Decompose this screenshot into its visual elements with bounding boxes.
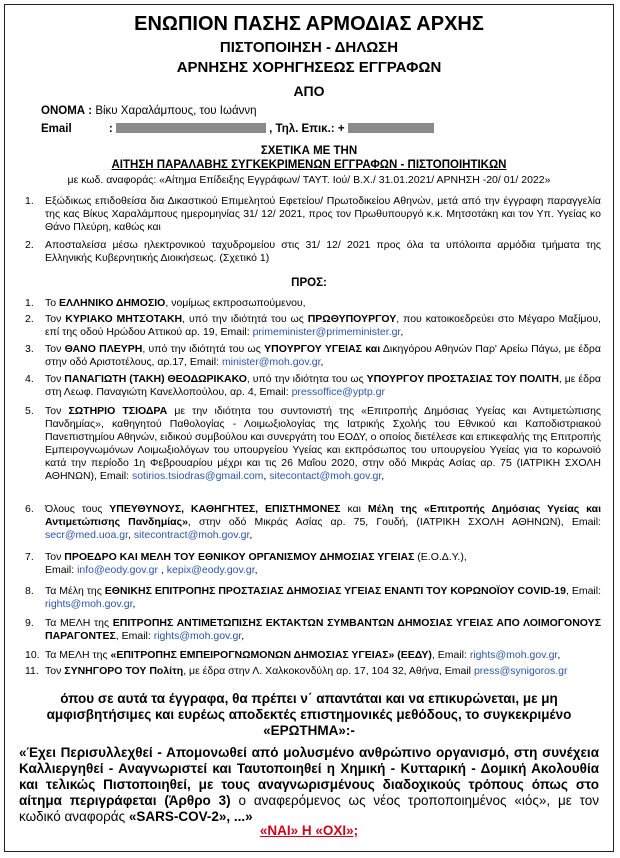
email-redaction xyxy=(116,123,266,133)
subject-line-2: ΑΙΤΗΣΗ ΠΑΡΑΛΑΒΗΣ ΣΥΓΚΕΚΡΙΜΕΝΩΝ ΕΓΓΡΑΦΩΝ - ΠΙΣΤΟΠΟΙΗΤΙΚΩΝ xyxy=(111,159,507,171)
subject-line-1: ΣΧΕΤΙΚΑ ΜΕ ΤΗΝ xyxy=(260,145,358,157)
text: Δικηγόρου Αθηνών Παρ' Αρείω Πάγω, με έδρα στην οδό Αριστοτέλους, αρ.17, Email: xyxy=(45,343,601,368)
item-number: 2. xyxy=(25,313,34,325)
subject-reference: με κωδ. αναφοράς: «Αίτημα Επίδειξης Εγγράφων/ ΤΑΥΤ. Ιού/ Β.Χ./ 31.01.2021/ ΑΡΝΗΣΗ -20/ 01/ 2022» xyxy=(67,174,551,186)
email-link[interactable]: rights@moh.gov.gr xyxy=(469,649,558,661)
text: , xyxy=(400,326,404,338)
question-normal: ο αναφερόμενος ως νέος τροποποιημένος «ιός», με τον κωδικό αναφοράς xyxy=(19,793,599,824)
phone-redaction xyxy=(348,123,434,133)
item-number: 3. xyxy=(25,343,34,355)
email-label: Email xyxy=(41,123,72,135)
text: Τα ΜΕΛΗ της xyxy=(45,617,113,629)
question-paragraph xyxy=(19,745,599,825)
recipient-name: ΕΛΛΗΝΙΚΟ ΔΗΜΟΣΙΟ xyxy=(59,297,166,309)
text: , xyxy=(557,649,561,661)
email-link[interactable]: minister@moh.gov.gr xyxy=(221,356,321,368)
recipient-role: ΥΠΟΥΡΓΟΥ ΠΡΟΣΤΑΣΙΑΣ ΤΟΥ ΠΟΛΙΤΗ xyxy=(366,373,559,385)
text: , xyxy=(241,630,245,642)
recipient-name: ΣΥΝΗΓΟΡΟ ΤΟΥ Πολίτη xyxy=(64,665,184,677)
item-number: 2. xyxy=(25,239,34,251)
email-link[interactable]: sitecontract@moh.gov.gr xyxy=(133,529,250,541)
text: , xyxy=(132,598,136,610)
text: Τον xyxy=(45,343,65,355)
item-number: 4. xyxy=(25,373,34,385)
item-number: 1. xyxy=(25,195,34,207)
recipient-name: ΠΡΟΕΔΡΟ ΚΑΙ ΜΕΛΗ ΤΟΥ ΕΘΝΙΚΟΥ ΟΡΓΑΝΙΣΜΟΥ ΔΗΜΟΣΙΑΣ ΥΓΕΙΑΣ xyxy=(64,551,415,563)
recipient-role: ΥΠΟΥΡΓΟΥ ΥΓΕΙΑΣ και xyxy=(264,343,381,355)
text: , xyxy=(381,470,385,482)
text: , υπό την ιδιότητά του ως xyxy=(182,313,308,325)
text: , με έδρα στη Λεωφ. Παναγιώτη Κανελλοπούλου, αρ. 4, Email: xyxy=(45,373,601,398)
to-heading: ΠΡΟΣ: xyxy=(291,277,327,289)
item-number: 1. xyxy=(25,297,34,309)
item-number: 8. xyxy=(25,585,34,597)
sender-contact-row xyxy=(41,123,601,136)
text: , xyxy=(128,529,134,541)
recipient-role: ΠΡΩΘΥΠΟΥΡΓΟΥ xyxy=(307,313,397,325)
text: , Email: xyxy=(115,630,154,642)
text: , xyxy=(263,470,270,482)
answer-options: «ΝΑΙ» Η «ΟΧΙ»; xyxy=(259,823,359,838)
item-number: 11. xyxy=(25,665,39,677)
name-value: Βίκυ Χαραλάμπους, του Ιωάννη xyxy=(95,105,257,117)
text: , xyxy=(249,529,253,541)
email-link[interactable]: sotirios.tsiodras@gmail.com xyxy=(131,470,264,482)
text: Τα ΜΕΛΗ της xyxy=(45,649,111,661)
email-link[interactable]: rights@moh.gov.gr xyxy=(45,598,133,610)
text: Τον xyxy=(45,665,65,677)
text: και xyxy=(340,503,368,515)
recipient-name: ΣΩΤΗΡΙΟ ΤΣΙΟΔΡΑ xyxy=(68,405,168,417)
phone-label: , Τηλ. Επικ.: + xyxy=(269,123,345,135)
text: , xyxy=(158,564,167,576)
item-number: 7. xyxy=(25,551,34,563)
document-subtitle: ΠΙΣΤΟΠΟΙΗΣΗ - ΔΗΛΩΣΗ xyxy=(219,39,399,56)
item-text: Εξώδικως επιδοθείσα δια Δικαστικού Επιμελητού Εφετείου/ Πρωτοδικείου Αθηνών, μετά από την έγγραφη παραγγελία της κας Βίκυς Χαραλάμπους ημερομηνίας 31/ 12/ 2021, προς τον Πρωθυπουργό κ.κ. Μητσοτάκη και τον Υπ. Υγείας κο Θάνο Πλεύρη, καθώς και xyxy=(45,195,601,233)
item-text: Αποσταλείσα μέσω ηλεκτρονικού ταχυδρομείου στις 31/ 12/ 2021 προς όλα τα υπόλοιπα αρμόδια τμήματα της Ελληνικής Κυβερνητικής Διοικήσεως. (Σχετικό 1) xyxy=(45,239,601,264)
item-number: 5. xyxy=(25,405,34,417)
email-separator: : xyxy=(108,123,113,135)
email-link[interactable]: secr@med.uoa.gr xyxy=(45,529,129,541)
name-label: ΟΝΟΜΑ : xyxy=(41,105,93,117)
text: Το xyxy=(45,297,60,309)
recipient-role: Μέλη της «Επιτροπής Δημόσιας Υγείας και Αντιμετώπισης Πανδημίας» xyxy=(45,503,602,528)
closing-paragraph: όπου σε αυτά τα έγγραφα, θα πρέπει ν΄ απαντάται και να επικυρώνεται, με μη αμφισβητήσιμες και ευρέως αποδεκτές επιστημονικές μεθόδους, το συγκεκριμένο «ΕΡΩΤΗΜΑ»:- xyxy=(46,691,572,738)
recipient-name: ΕΘΝΙΚΗΣ ΕΠΙΤΡΟΠΗΣ ΠΡΟΣΤΑΣΙΑΣ ΔΗΜΟΣΙΑΣ ΥΓΕΙΑΣ ΕΝΑΝΤΙ ΤΟΥ ΚΟΡΩΝΟΪΟΥ COVID-19 xyxy=(104,585,566,597)
text: Τα Μέλη της xyxy=(45,585,105,597)
recipient-name: ΠΑΝΑΓΙΩΤΗ (ΤΑΚΗ) ΘΕΟΔΩΡΙΚΑΚΟ xyxy=(64,373,247,385)
document-page xyxy=(4,4,614,852)
email-link[interactable]: kepix@eody.gov.gr xyxy=(166,564,255,576)
recipient-name: ΚΥΡΙΑΚΟ ΜΗΤΣΟΤΑΚΗ xyxy=(65,313,183,325)
text: Όλους τους xyxy=(45,503,110,515)
text: με την ιδιότητα του συντονιστή της «Επιτροπής Δημόσιας Υγείας και Αντιμετώπισης Πανδημίας», καθηγητού Παθολογίας - Λοιμωξιολογίας της Ιατρικής Σχολής του Εθνικού και Καποδιστριακού Πανεπιστημίου Αθηνών, ειδικού συμβούλου και συνεργάτη του ΕΟΔΥ, ο οποίος διετέλεσε και επικεφαλής της Επιτροπής Εμπειρογνωμόνων Λοιμωξιολόγων του υπουργείου Υγείας και εκπρόσωπος του υπουργείου Υγείας για το κορωνοϊό κατά την περίοδο 1η Φεβρουαρίου μέχρι και τις 26 Μαΐου 2020, στην οδό Μικράς Ασίας αρ. 75 (ΙΑΤΡΙΚΗ ΣΧΟΛΗ ΑΘΗΝΩΝ), Email: xyxy=(45,405,601,482)
document-subtitle-2: ΑΡΝΗΣΗΣ ΧΟΡΗΓΗΣΕΩΣ ΕΓΓΡΑΦΩΝ xyxy=(176,59,442,76)
email-link[interactable]: press@synigoros.gr xyxy=(473,665,568,677)
text: , στην οδό Μικράς Ασίας αρ. 75, Γουδή, (ΙΑΤΡΙΚΗ ΣΧΟΛΗ ΑΘΗΝΩΝ), Email: xyxy=(187,516,601,528)
from-heading: ΑΠΟ xyxy=(293,83,325,99)
text: , Email: xyxy=(565,585,601,597)
question-bold: «Έχει Περισυλλεχθεί - Απομονωθεί από μολυσμένο ανθρώπινο οργανισμό, στη συνέχεια Καλλιεργηθεί - Αναγνωριστεί και Ταυτοποιηθεί η Χημική - Κυτταρική - Δομική Ακολουθία και τελικώς Πιστοποιηθεί, με τους αναγνωρισμένους διαδοχικούς τρόπους όπως στο αίτημα περιγράφεται (Άρθρο 3) xyxy=(19,745,599,808)
item-number: 10. xyxy=(25,649,40,661)
text: , υπό την ιδιότητα του ως xyxy=(246,373,367,385)
text: , νομίμως εκπροσωπούμενου, xyxy=(165,297,306,309)
recipient-name: ΥΠΕΥΘΥΝΟΥΣ, ΚΑΘΗΓΗΤΕΣ, ΕΠΙΣΤΗΜΟΝΕΣ xyxy=(109,503,341,515)
text: Email: xyxy=(45,564,78,576)
text: Τον xyxy=(45,373,65,385)
text: , με έδρα στην Λ. Χαλκοκονδύλη αρ. 17, 104 32, Αθήνα, Email xyxy=(183,665,474,677)
virus-code: «SARS-COV-2», ...» xyxy=(128,809,253,824)
text: (Ε.Ο.Δ.Υ.), xyxy=(414,551,467,563)
text: Τον xyxy=(45,313,66,325)
document-title: ΕΝΩΠΙΟΝ ΠΑΣΗΣ ΑΡΜΟΔΙΑΣ ΑΡΧΗΣ xyxy=(134,13,484,35)
text: , που κατοικοεδρεύει στο Μέγαρο Μαξίμου, επί της οδού Ηρώδου Αττικού αρ. 19, Email: xyxy=(45,313,601,338)
recipient-name: ΘΑΝΟ ΠΛΕΥΡΗ xyxy=(64,343,143,355)
text: Τον xyxy=(45,551,65,563)
email-link[interactable]: primeminister@primeminister.gr xyxy=(252,326,401,338)
email-link[interactable]: info@eody.gov.gr xyxy=(77,564,158,576)
item-number: 9. xyxy=(25,617,34,629)
recipient-name: «ΕΠΙΤΡΟΠΗΣ ΕΜΠΕΙΡΟΓΝΩΜΟΝΩΝ ΔΗΜΟΣΙΑΣ ΥΓΕΙΑΣ» (ΕΕΔΥ) xyxy=(110,649,432,661)
recipient-name: ΕΠΙΤΡΟΠΗΣ ΑΝΤΙΜΕΤΩΠΙΣΗΣ ΕΚΤΑΚΤΩΝ ΣΥΜΒΑΝΤΩΝ ΔΗΜΟΣΙΑΣ ΥΓΕΙΑΣ ΑΠΟ ΛΟΙΜΟΓΟΝΟΥΣ ΠΑΡΑΓΟΝΤΕΣ xyxy=(45,617,601,642)
email-link[interactable]: pressoffice@yptp.gr xyxy=(291,386,385,398)
item-number: 6. xyxy=(25,503,34,515)
email-link[interactable]: sitecontact@moh.gov.gr xyxy=(269,470,382,482)
text: , xyxy=(254,564,258,576)
text: , xyxy=(320,356,324,368)
email-link[interactable]: rights@moh.gov.gr xyxy=(153,630,242,642)
text: , υπό την ιδιότητά του ως xyxy=(142,343,265,355)
sender-name-row xyxy=(41,105,257,118)
text: , Email: xyxy=(431,649,470,661)
text: Τον xyxy=(45,405,69,417)
